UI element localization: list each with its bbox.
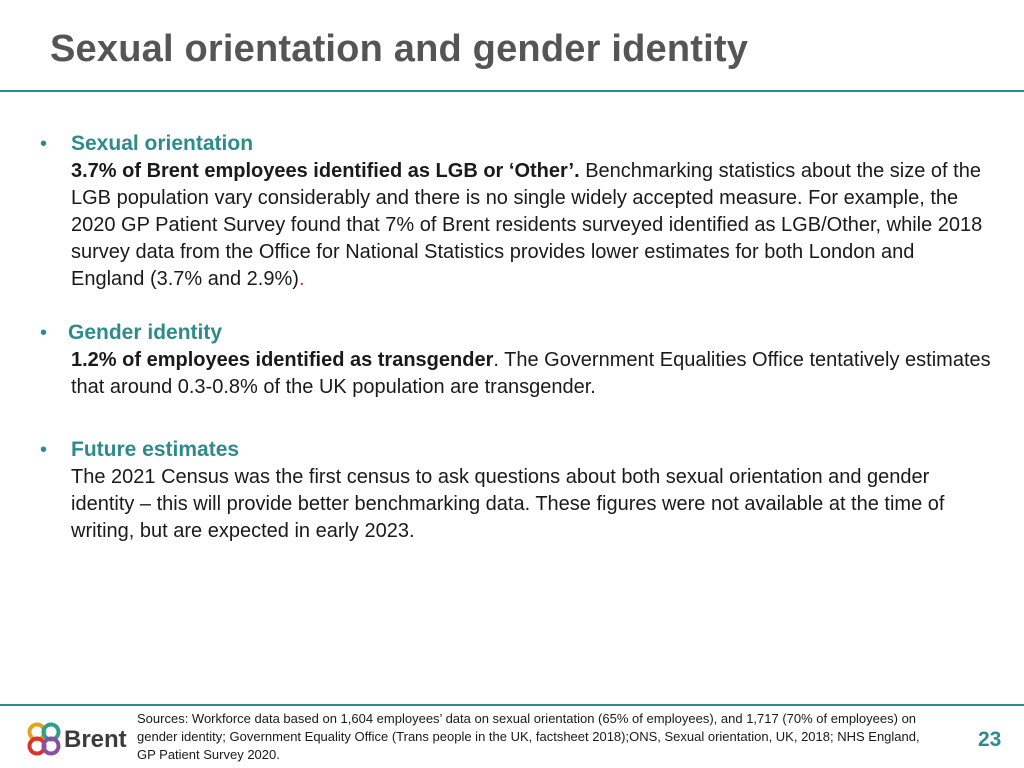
page-title: Sexual orientation and gender identity [50,28,749,70]
trailing-period: . [298,268,305,290]
bold-statistic: 3.7% of Brent employees identified as LGB or ‘Other’. [71,160,580,182]
page-number: 23 [978,728,1002,751]
logo-text: Brent [64,726,127,753]
body-text: . The Government Equalities Office tentatively estimates that around 0.3-0.8% of the UK population are transgender. [71,349,991,398]
body-text: The 2021 Census was the first census to ask questions about both sexual orientation and gender identity – this will provide better benchmarking data. These figures were not available at the time of writing, but are expected in early 2023. [71,466,945,542]
section-body [71,347,991,401]
section-body [71,464,991,545]
sources-note: Sources: Workforce data based on 1,604 employees’ data on sexual orientation (65% of employees), and 1,717 (70% of employees) on gender identity; Government Equality Office (Trans people in the UK, factsheet 2018);ONS, Sexual orientation, UK, 2018; NHS England, GP Patient Survey 2020. [137,711,920,762]
bullet-icon: • [40,322,48,344]
section-heading: Sexual orientation [71,132,254,155]
brent-logo [27,722,137,758]
section-heading: Future estimates [71,438,240,461]
bullet-icon: • [40,439,48,461]
bold-statistic: 1.2% of employees identified as transgender [71,349,494,371]
bullet-icon: • [40,133,48,155]
section-body [71,158,991,293]
bottom-divider [0,704,1024,706]
brent-logo-icon [27,722,63,758]
top-divider [0,90,1024,92]
body-text: Benchmarking statistics about the size of the LGB population vary considerably and there is no single widely accepted measure. For example, the 2020 GP Patient Survey found that 7% of Brent residents surveyed identified as LGB/Other, while 2018 survey data from the Office for National Statistics provides lower estimates for both London and England (3.7% and 2.9%) [71,160,983,290]
section-heading: Gender identity [68,321,223,344]
